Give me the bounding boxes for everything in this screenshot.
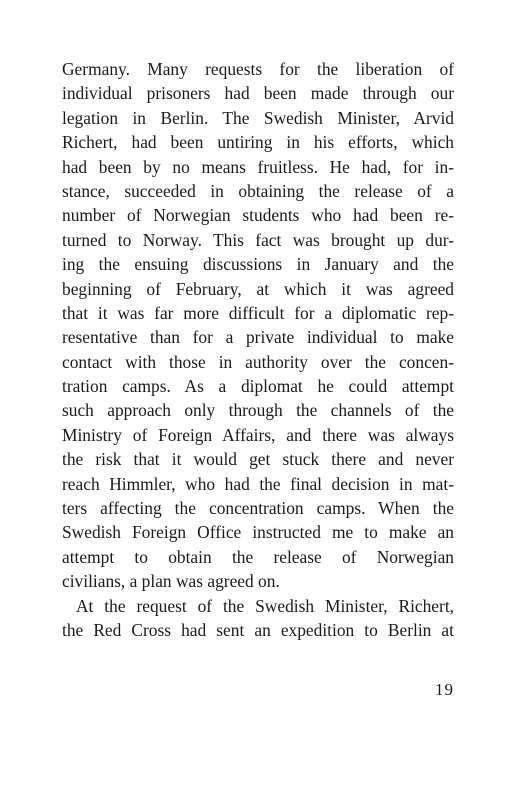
text-line: contact with those in authority over the concen- xyxy=(62,351,454,372)
text-line: Ministry of Foreign Affairs, and there was always xyxy=(62,424,454,445)
text-line: turned to Norway. This fact was brought up dur- xyxy=(62,229,454,250)
text-line: legation in Berlin. The Swedish Minister, Arvid xyxy=(62,107,454,128)
text-line: Richert, had been untiring in his efforts, which xyxy=(62,132,454,153)
text-line: that it was far more difficult for a diplomatic rep- xyxy=(62,302,454,323)
text-line: number of Norwegian students who had been re- xyxy=(62,205,454,226)
text-line: such approach only through the channels of the xyxy=(62,400,454,421)
paragraph-end-line: civilians, a plan was agreed on. xyxy=(62,571,280,592)
text-line: reach Himmler, who had the final decision in mat- xyxy=(62,473,454,494)
text-line: Swedish Foreign Office instructed me to make an xyxy=(62,522,454,543)
text-line: resentative than for a private individual to make xyxy=(62,327,454,348)
text-line: beginning of February, at which it was agreed xyxy=(62,278,454,299)
page-number: 19 xyxy=(435,680,454,699)
text-line: individual prisoners had been made through our xyxy=(62,83,454,104)
text-line: Germany. Many requests for the liberation of xyxy=(62,59,454,79)
text-line: stance, succeeded in obtaining the release of a xyxy=(62,180,454,201)
text-line: had been by no means fruitless. He had, for in- xyxy=(62,156,454,177)
text-line: the risk that it would get stuck there and never xyxy=(62,449,454,470)
paragraph-start-line: At the request of the Swedish Minister, Richert, xyxy=(76,595,454,616)
body-text xyxy=(62,57,454,642)
text-line: ing the ensuing discussions in January and the xyxy=(62,254,454,275)
text-line: attempt to obtain the release of Norwegian xyxy=(62,546,454,567)
text-line: the Red Cross had sent an expedition to Berlin at xyxy=(62,619,454,640)
text-line: ters affecting the concentration camps. When the xyxy=(62,498,454,519)
text-line: tration camps. As a diplomat he could attempt xyxy=(62,376,454,397)
